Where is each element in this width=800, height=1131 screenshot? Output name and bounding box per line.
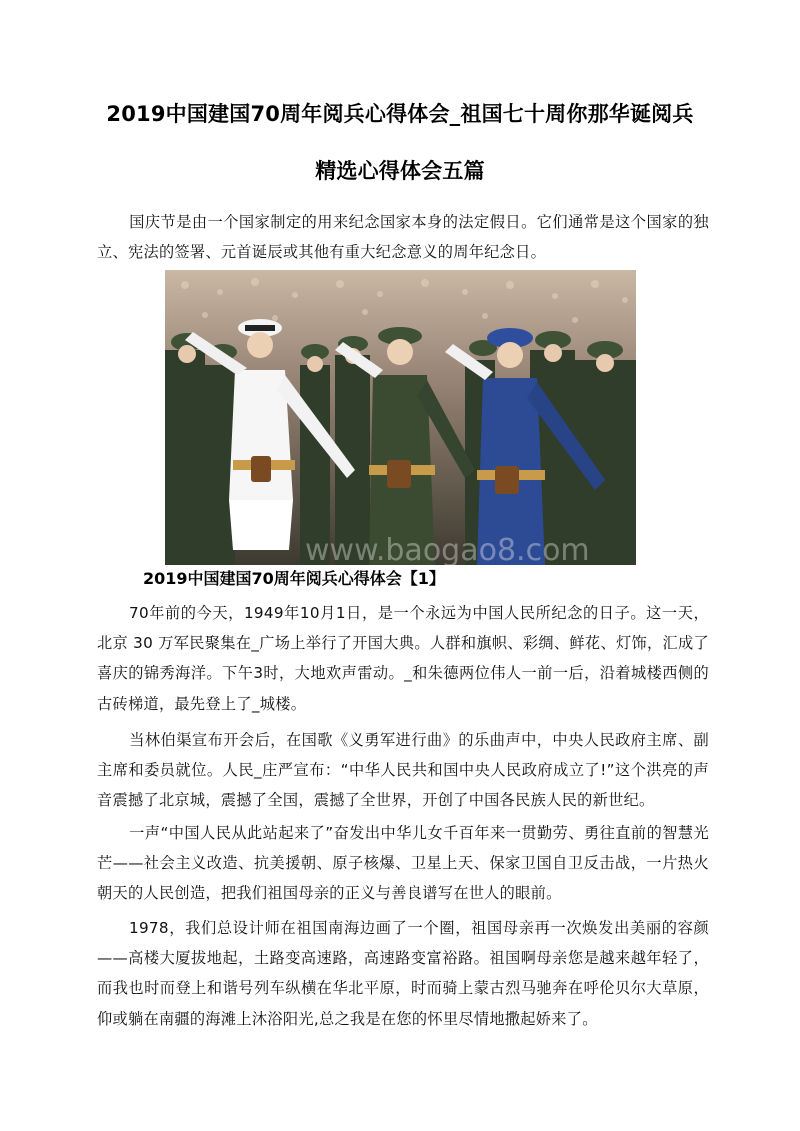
body-paragraph-1: [97, 598, 709, 719]
body-paragraph-3: [97, 818, 709, 909]
intro-text: 国庆节是由一个国家制定的用来纪念国家本身的法定假日。它们通常是这个国家的独立、宪法的签署、元首诞辰或其他有重大纪念意义的周年纪念日。: [97, 213, 709, 262]
document-title-line-2: 精选心得体会五篇: [315, 159, 485, 183]
paragraph-text: 当林伯渠宣布开会后，在国歌《义勇军进行曲》的乐曲声中，中央人民政府主席、副主席和委员就位。人民_庄严宣布：“中华人民共和国中央人民政府成立了!”这个洪亮的声音震撼了北京城，震撼了全国，震撼了全世界，开创了中国各民族人民的新世纪。: [97, 731, 709, 810]
paragraph-text: 70年前的今天，1949年10月1日，是一个永远为中国人民所纪念的日子。这一天，北京 30 万军民聚集在_广场上举行了开国大典。人群和旗帜、彩绸、鲜花、灯饰，汇成了喜庆的锦秀海洋。下午3时，大地欢声雷动。_和朱德两位伟人一前一后，沿着城楼西侧的古砖梯道，最先登上了_城楼。: [97, 604, 709, 713]
photo-watermark: www.baogao8.com: [305, 533, 590, 565]
intro-paragraph: [97, 207, 709, 267]
paragraph-text: 一声“中国人民从此站起来了”奋发出中华儿女千百年来一贯勤劳、勇往直前的智慧光芒——社会主义改造、抗美援朝、原子核爆、卫星上天、保家卫国自卫反击战，一片热火朝天的人民创造，把我们祖国母亲的正义与善良谱写在世人的眼前。: [97, 824, 709, 903]
paragraph-text: 1978，我们总设计师在祖国南海边画了一个圈，祖国母亲再一次焕发出美丽的容颜——高楼大厦拔地起，土路变高速路，高速路变富裕路。祖国啊母亲您是越来越年轻了，而我也时而登上和谐号列车纵横在华北平原，时而骑上蒙古烈马驰奔在呼伦贝尔大草原，仰或躺在南疆的海滩上沐浴阳光,总之我是在您的怀里尽情地撒起娇来了。: [97, 919, 709, 1028]
parade-photo-icon: [165, 270, 636, 565]
section-heading: 2019中国建国70周年阅兵心得体会【1】: [143, 569, 445, 588]
body-paragraph-2: [97, 725, 709, 816]
document-title-line-1: 2019中国建国70周年阅兵心得体会_祖国七十周你那华诞阅兵: [106, 102, 694, 126]
body-paragraph-4: [97, 913, 709, 1034]
